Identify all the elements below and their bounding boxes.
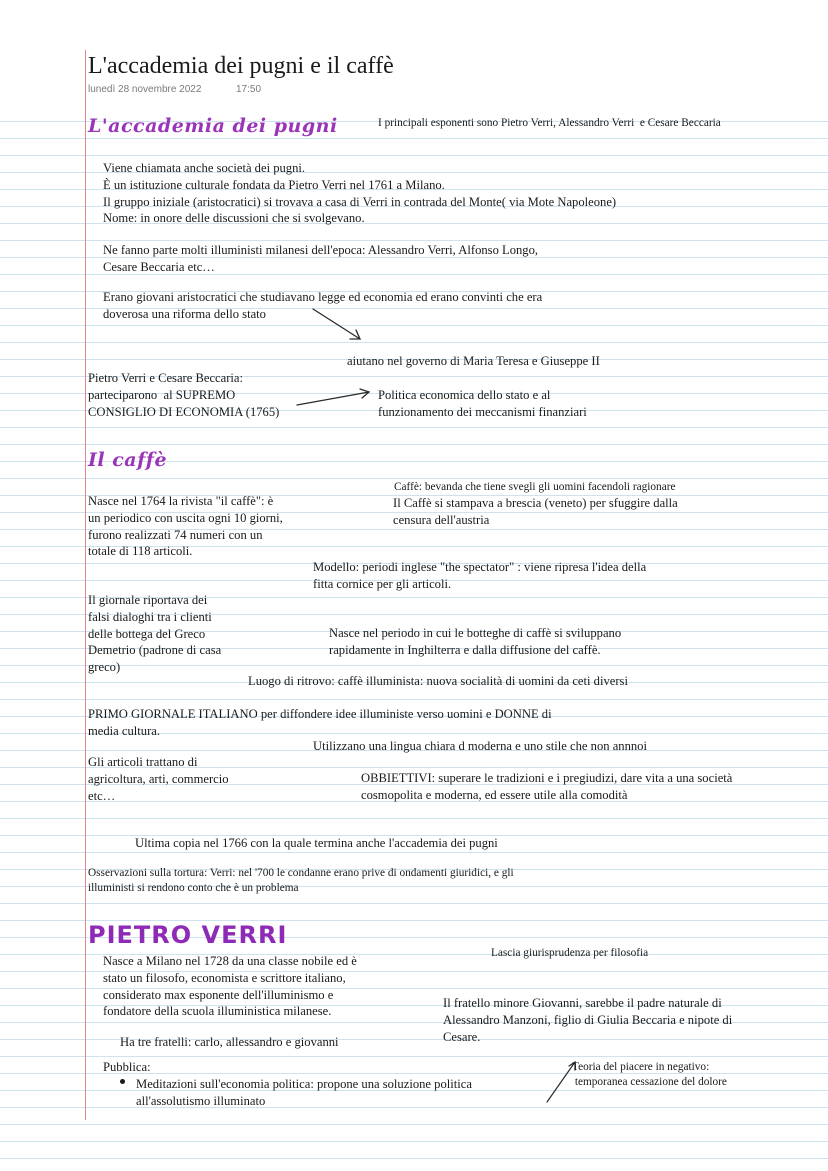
arrow-right-icon: [297, 389, 369, 405]
verri-teoria: Teoria del piacere in negativo: temporanea cessazione del dolore: [572, 1061, 727, 1088]
accademia-paragraph-1: Viene chiamata anche società dei pugni. È un istituzione culturale fondata da Pietro Verri nel 1761 a Milano. Il gruppo iniziale (aristocratici) si trovava a casa di Verri in contrada del Monte( via Mote Napoleone) Nome: in onore delle discussioni che si svolgevano.: [103, 161, 617, 226]
caffe-luogo: Luogo di ritrovo: caffè illuminista: nuova socialità di uomini da ceti diversi: [248, 674, 628, 688]
accademia-politica: Politica economica dello stato e al funzionamento dei meccanismi finanziari: [378, 388, 587, 419]
caffe-brescia: Il Caffè si stampava a brescia (veneto) per sfuggire dalla censura dell'austria: [393, 496, 678, 527]
verri-pubblica: Pubblica:: [103, 1060, 151, 1074]
accademia-supremo: Pietro Verri e Cesare Beccaria: parteciparono al SUPREMO CONSIGLIO DI ECONOMIA (1765): [88, 371, 280, 419]
arrow-up-right-icon: [547, 1062, 575, 1102]
page-time: 17:50: [236, 84, 262, 95]
caffe-periodo: Nasce nel periodo in cui le botteghe di caffè si sviluppano rapidamente in Inghilterra e dalla diffusione del caffè.: [329, 626, 622, 657]
caffe-tortura: Osservazioni sulla tortura: Verri: nel '700 le condanne erano prive di ondamenti giuridici, e gli illuministi si rendono conto che è un problema: [88, 867, 514, 894]
verri-fratelli: Ha tre fratelli: carlo, allessandro e giovanni: [120, 1035, 339, 1049]
page-date: lunedì 28 novembre 2022: [88, 84, 202, 95]
verri-bio: Nasce a Milano nel 1728 da una classe nobile ed è stato un filosofo, economista e scrittore italiano, considerato max esponente dell'illuminismo e fondatore della scuola illuministica milanese.: [103, 954, 357, 1019]
accademia-paragraph-2: Ne fanno parte molti illuministi milanesi dell'epoca: Alessandro Verri, Alfonso Longo, Cesare Beccaria etc…: [103, 243, 539, 274]
accademia-paragraph-3: Erano giovani aristocratici che studiavano legge ed economia ed erano convinti che era doverosa una riforma dello stato: [103, 290, 543, 321]
arrow-down-right-icon: [313, 309, 360, 339]
accademia-governo: aiutano nel governo di Maria Teresa e Giuseppe II: [347, 354, 600, 368]
heading-pietro-verri: PIETRO VERRI: [88, 921, 288, 949]
heading-caffe: Il caffè: [88, 449, 168, 471]
verri-meditazioni: Meditazioni sull'economia politica: propone una soluzione politica all'assolutismo illuminato: [136, 1077, 472, 1108]
heading-accademia: L'accademia dei pugni: [88, 115, 338, 137]
page-title: L'accademia dei pugni e il caffè: [88, 53, 394, 79]
verri-giurisprudenza: Lascia giurisprudenza per filosofia: [491, 947, 649, 959]
caffe-obbiettivi: OBBIETTIVI: superare le tradizioni e i pregiudizi, dare vita a una società cosmopolita e moderna, ed essere utile alla comodità: [361, 771, 733, 802]
caffe-nasce: Nasce nel 1764 la rivista "il caffè": è un periodico con uscita ogni 10 giorni, furono realizzati 74 numeri con un totale di 118 articoli.: [88, 494, 283, 559]
caffe-ultima-copia: Ultima copia nel 1766 con la quale termina anche l'accademia dei pugni: [135, 836, 498, 850]
caffe-giornale: Il giornale riportava dei falsi dialoghi tra i clienti delle bottega del Greco Demetrio (padrone di casa greco): [88, 593, 222, 675]
caffe-primo-giornale: PRIMO GIORNALE ITALIANO per diffondere idee illuministe verso uomini e DONNE di media cultura.: [88, 707, 552, 738]
caffe-lingua: Utilizzano una lingua chiara d moderna e uno stile che non annnoi: [313, 739, 647, 753]
caffe-modello: Modello: periodi inglese "the spectator" : viene ripresa l'idea della fitta cornice per gli articoli.: [313, 560, 647, 591]
caffe-articoli: Gli articoli trattano di agricoltura, arti, commercio etc…: [88, 755, 229, 803]
verri-fratello: Il fratello minore Giovanni, sarebbe il padre naturale di Alessandro Manzoni, figlio di Giulia Beccaria e nipote di Cesare.: [443, 996, 733, 1044]
accademia-exponents: I principali esponenti sono Pietro Verri, Alessandro Verri e Cesare Beccaria: [378, 117, 721, 129]
caffe-bevanda: Caffè: bevanda che tiene svegli gli uomini facendoli ragionare: [394, 481, 676, 493]
